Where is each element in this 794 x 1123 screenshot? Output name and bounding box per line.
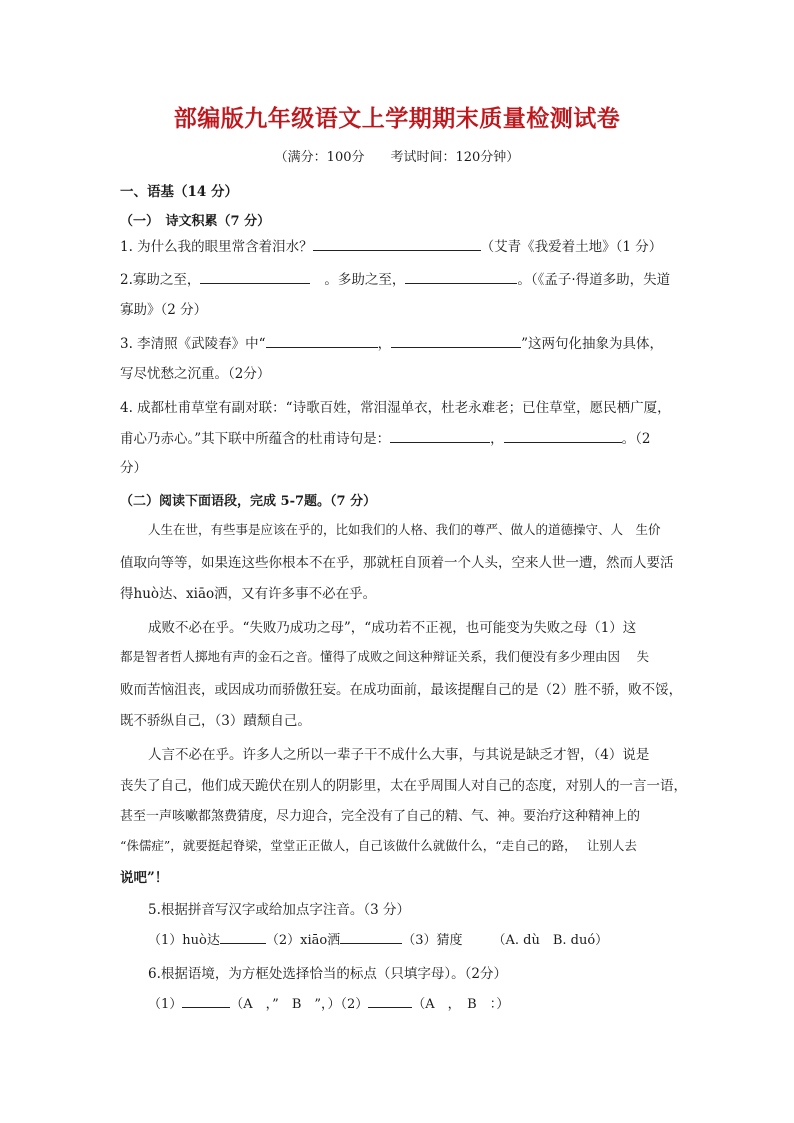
passage-line: 败而苦恼沮丧，或因成功而骄傲狂妄。在成功面前，最该提醒自己的是（2）胜不骄，败不馁， xyxy=(120,682,683,698)
answer-blank xyxy=(182,995,230,1008)
answer-blank xyxy=(340,931,402,944)
q5-item-1: （1）huò达 xyxy=(148,933,220,948)
passage-line: 值取向等等，如果连这些你根本不在乎，那就枉自顶着一个人头，空来人世一遭，然而人要活 xyxy=(120,555,674,571)
answer-blank xyxy=(391,335,521,348)
passage-line: 人生在世，有些事是应该在乎的，比如我们的人格、我们的尊严、做人的道德操守、人 生价 xyxy=(148,522,661,537)
question-3 xyxy=(120,332,690,352)
answer-blank xyxy=(313,238,481,251)
q5-item-3: （3）猜度 xyxy=(402,933,463,948)
part-heading: （二）阅读下面语段，完成 5-7题。（7 分） xyxy=(120,494,377,509)
q4-line-3: 分） xyxy=(120,460,147,476)
q5-items xyxy=(148,929,718,948)
answer-blank xyxy=(368,995,412,1008)
passage-line: 成败不必在乎。“失败乃成功之母”，“成功若不正视，也可能变为失败之母（1）这 xyxy=(148,620,637,636)
q2-source: 。（《孟子·得道多助，失道 xyxy=(517,272,671,288)
q1-source: （艾青《我爱着土地》（1 分） xyxy=(480,239,663,255)
comma: ， xyxy=(377,336,392,352)
question-2 xyxy=(120,268,690,288)
q4-text: 甫心乃赤心。”其下联中所蕴含的杜甫诗句是： xyxy=(120,431,391,447)
q6-item-1: （1） xyxy=(148,997,183,1012)
question-4: 4. 成都杜甫草堂有副对联：“诗歌百姓，常泪湿单衣，杜老永难老；已住草堂，愿民栖广厦， xyxy=(120,400,671,416)
answer-blank xyxy=(266,335,378,348)
question-5: 5.根据拼音写汉字或给加点字注音。（3 分） xyxy=(148,902,411,918)
q6-item-2: （2） xyxy=(340,997,369,1012)
q6-options-2: （A ， B ：） xyxy=(412,997,510,1012)
answer-blank xyxy=(405,271,517,284)
q5-item-2: （2）xiāo洒 xyxy=(265,933,341,948)
q5-options: （A. dù B. duó） xyxy=(492,933,609,948)
answer-blank xyxy=(200,271,310,284)
passage-line: 得huò达、xiāo洒，又有许多事不必在乎。 xyxy=(120,586,377,602)
passage-line: 既不骄纵自己，（3）蹟颓自己。 xyxy=(120,713,311,729)
q2-continue: 寡助》（2 分） xyxy=(120,302,208,318)
q3-continue: 写尽忧愁之沉重。（2分） xyxy=(120,366,271,382)
q3-text: 3. 李清照《武陵春》中“ xyxy=(120,336,266,352)
exam-info: （满分：100分 考试时间：120分钟） xyxy=(274,150,520,165)
answer-blank xyxy=(220,931,266,944)
passage-line: 丧失了自己，他们成天跪伏在别人的阴影里，太在乎周围人对自己的态度，对别人的一言一语， xyxy=(120,778,687,794)
page-title: 部编版九年级语文上学期期末质量检测试卷 xyxy=(173,105,621,132)
comma: ， xyxy=(490,431,504,447)
q4-score: 。（2 xyxy=(621,431,651,447)
question-1 xyxy=(120,235,690,255)
q3-text-2: ”这两句化抽象为具体， xyxy=(521,336,663,352)
answer-blank xyxy=(504,430,622,443)
passage-line: 人言不必在乎。许多人之所以一辈子干不成什么大事，与其说是缺乏才智，（4）说是 xyxy=(148,747,650,763)
answer-blank xyxy=(390,430,490,443)
question-6: 6.根据语境，为方框处选择恰当的标点（只填字母）。（2分） xyxy=(148,966,507,982)
passage-line: “侏儒症”，就要挺起脊梁，堂堂正正做人，自己该做什么就做什么，“走自己的路， 让别人去 xyxy=(120,838,637,853)
q6-items xyxy=(148,993,718,1012)
q1-text: 1. 为什么我的眼里常含着泪水？ xyxy=(120,239,313,255)
q2-text: 2.寡助之至， xyxy=(120,272,201,288)
passage-line: 甚至一声咳嗽都煞费猜度，尽力迎合，完全没有了自己的精、气、神。要治疗这种精神上的 xyxy=(120,809,641,824)
q2-text-2: 。多助之至， xyxy=(324,272,406,288)
part-heading: （一） 诗文积累（7 分） xyxy=(120,214,271,229)
passage-line: 说吧”！ xyxy=(120,870,169,886)
passage-line: 都是智者哲人掷地有声的金石之音。懂得了成败之间这种辩证关系，我们便没有多少理由因 失 xyxy=(120,649,649,664)
section-heading: 一、语基（14 分） xyxy=(120,184,238,200)
q4-line-2 xyxy=(120,427,690,447)
q6-options-1: （A ，” B ”，） xyxy=(230,997,341,1012)
